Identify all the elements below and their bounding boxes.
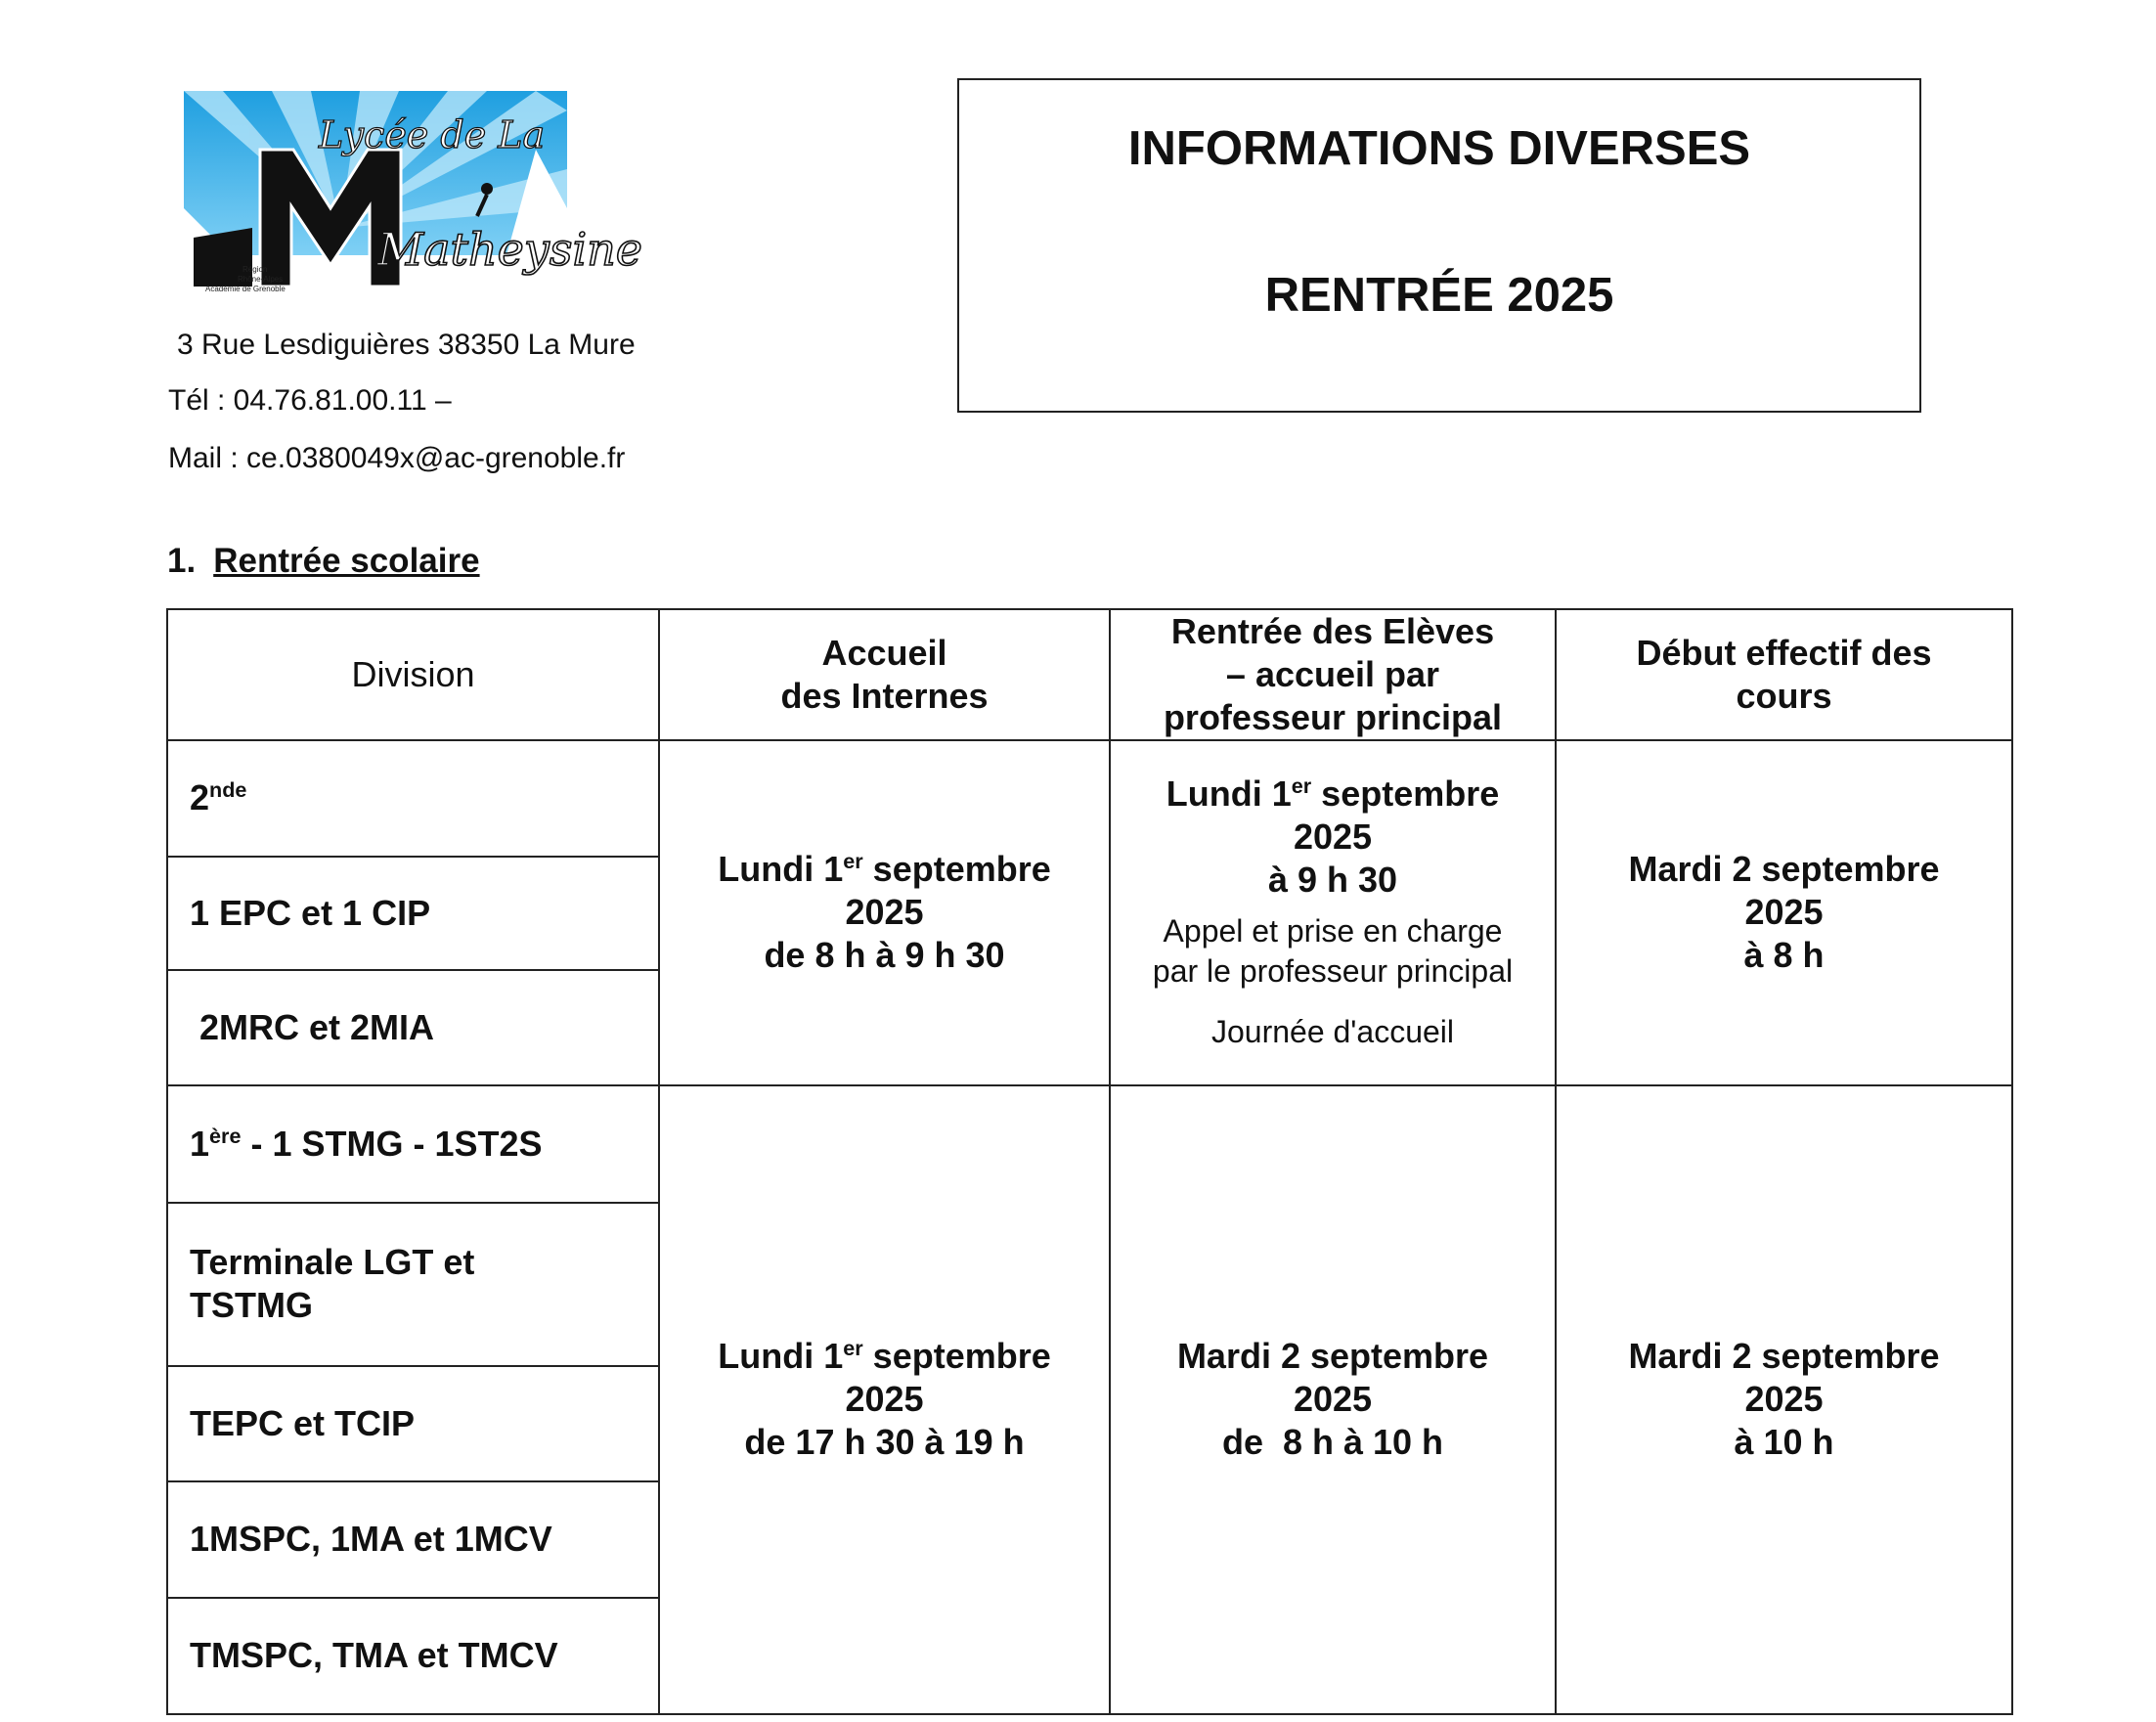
school-logo bbox=[184, 91, 643, 306]
title-line-1: INFORMATIONS DIVERSES bbox=[1127, 122, 1751, 175]
division-cell: Terminale LGT et TSTMG bbox=[167, 1203, 659, 1366]
division-cell: 2MRC et 2MIA bbox=[167, 970, 659, 1085]
logo-small-text-3: Académie de Grenoble bbox=[205, 285, 286, 293]
title-line-2: RENTRÉE 2025 bbox=[1264, 269, 1614, 322]
debut-cell-group2: Mardi 2 septembre 2025 à 10 h bbox=[1556, 1085, 2012, 1714]
division-cell: TMSPC, TMA et TMCV bbox=[167, 1598, 659, 1714]
logo-small-text-2: Rhône-Alpes bbox=[238, 275, 284, 284]
school-mail: Mail : ce.0380049x@ac-grenoble.fr bbox=[168, 442, 626, 474]
section-heading bbox=[167, 542, 480, 581]
logo-small-text-1: Région bbox=[242, 265, 268, 274]
schedule-table bbox=[166, 608, 2013, 1715]
section-title: Rentrée scolaire bbox=[213, 542, 480, 580]
division-cell: 1 EPC et 1 CIP bbox=[167, 857, 659, 970]
title-box bbox=[957, 78, 1921, 413]
accueil-cell-group2: Lundi 1er septembre 2025 de 17 h 30 à 19 h bbox=[659, 1085, 1110, 1714]
header-accueil: Accueil des Internes bbox=[659, 609, 1110, 740]
division-cell: 1MSPC, 1MA et 1MCV bbox=[167, 1481, 659, 1598]
division-cell: 1ère - 1 STMG - 1ST2S bbox=[167, 1085, 659, 1203]
division-cell: 2nde bbox=[167, 740, 659, 857]
logo-name-text: Matheysine bbox=[377, 223, 643, 276]
rentree-cell-group1: Lundi 1er septembre 2025 à 9 h 30 Appel et prise en charge par le professeur principal Journée d'accueil bbox=[1110, 740, 1556, 1085]
table-row bbox=[167, 740, 2012, 857]
section-number: 1. bbox=[167, 542, 197, 580]
accueil-cell-group1: Lundi 1er septembre 2025 de 8 h à 9 h 30 bbox=[659, 740, 1110, 1085]
logo-title-text: Lycée de La bbox=[319, 113, 546, 156]
school-address: 3 Rue Lesdiguières 38350 La Mure bbox=[177, 329, 636, 361]
header-rentree: Rentrée des Elèves – accueil par professeur principal bbox=[1110, 609, 1556, 740]
debut-cell-group1: Mardi 2 septembre 2025 à 8 h bbox=[1556, 740, 2012, 1085]
header-division: Division bbox=[167, 609, 659, 740]
rentree-cell-group2: Mardi 2 septembre 2025 de 8 h à 10 h bbox=[1110, 1085, 1556, 1714]
division-cell: TEPC et TCIP bbox=[167, 1366, 659, 1481]
school-phone: Tél : 04.76.81.00.11 – bbox=[168, 384, 452, 417]
table-header-row bbox=[167, 609, 2012, 740]
header-debut: Début effectif des cours bbox=[1556, 609, 2012, 740]
table-row bbox=[167, 1085, 2012, 1203]
